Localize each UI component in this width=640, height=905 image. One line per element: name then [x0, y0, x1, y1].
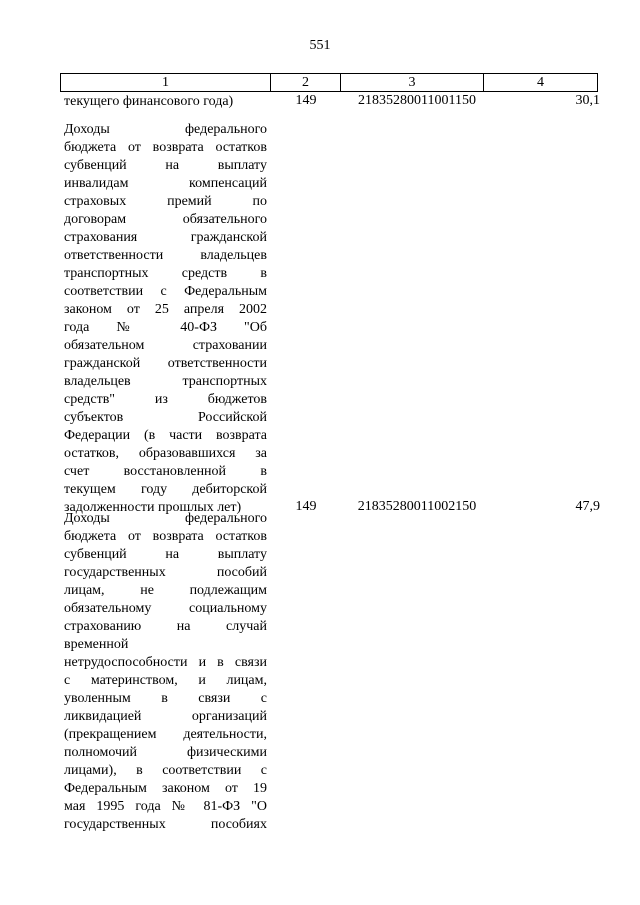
row-amount: 47,9	[575, 499, 600, 514]
description-line: ликвидацией организаций	[64, 709, 267, 724]
description-line: Доходы федерального	[64, 122, 267, 137]
description-line: ответственности владельцев	[64, 248, 267, 263]
description-line: государственных пособий	[64, 565, 267, 580]
description-line: бюджета от возврата остатков	[64, 529, 267, 544]
description-line: субвенций на выплату	[64, 547, 267, 562]
description-line: Федерации (в части возврата	[64, 428, 267, 443]
description-line: (прекращением деятельности,	[64, 727, 267, 742]
description-line: средств" из бюджетов	[64, 392, 267, 407]
column-header-4: 4	[484, 74, 598, 92]
description-line: инвалидам компенсаций	[64, 176, 267, 191]
row-description	[64, 121, 267, 517]
description-line: счет восстановленной в	[64, 464, 267, 479]
description-line: задолженности прошлых лет)	[64, 500, 242, 515]
description-line: бюджета от возврата остатков	[64, 140, 267, 155]
description-line: транспортных средств в	[64, 266, 267, 281]
description-line: временной	[64, 637, 129, 652]
description-line: остатков, образовавшихся за	[64, 446, 267, 461]
description-line: лицам, не подлежащим	[64, 583, 267, 598]
row-description	[64, 510, 267, 834]
description-line: субвенций на выплату	[64, 158, 267, 173]
description-line: уволенным в связи с	[64, 691, 267, 706]
description-line: с материнством, и лицам,	[64, 673, 267, 688]
column-header-table	[60, 73, 598, 92]
column-header-1: 1	[61, 74, 271, 92]
description-line: полномочий физическими	[64, 745, 267, 760]
description-line: законом от 25 апреля 2002	[64, 302, 267, 317]
description-line: лицами), в соответствии с	[64, 763, 267, 778]
description-line: Доходы федерального	[64, 511, 267, 526]
row-code: 149	[295, 499, 317, 514]
description-line: государственных пособиях	[64, 817, 267, 832]
row-code: 149	[295, 93, 317, 108]
description-line: соответствии с Федеральным	[64, 284, 267, 299]
description-line: текущего финансового года)	[64, 94, 234, 109]
description-line: страхования гражданской	[64, 230, 267, 245]
description-line: гражданской ответственности	[64, 356, 267, 371]
description-line: обязательном страховании	[64, 338, 267, 353]
column-header-3: 3	[341, 74, 484, 92]
row-amount: 30,1	[575, 93, 600, 108]
page-number: 551	[309, 38, 331, 53]
description-line: страхованию на случай	[64, 619, 267, 634]
description-line: владельцев транспортных	[64, 374, 267, 389]
description-line: текущем году дебиторской	[64, 482, 267, 497]
description-line: мая 1995 года № 81-ФЗ "О	[64, 799, 267, 814]
column-header-2: 2	[271, 74, 341, 92]
description-line: года № 40-ФЗ "Об	[64, 320, 267, 335]
description-line: нетрудоспособности и в связи	[64, 655, 267, 670]
description-line: Федеральным законом от 19	[64, 781, 267, 796]
description-line: договорам обязательного	[64, 212, 267, 227]
description-line: обязательному социальному	[64, 601, 267, 616]
row-kbk: 21835280011001150	[358, 93, 476, 108]
description-line: субъектов Российской	[64, 410, 267, 425]
row-kbk: 21835280011002150	[357, 499, 477, 514]
description-line: страховых премий по	[64, 194, 267, 209]
row-description	[64, 93, 267, 111]
